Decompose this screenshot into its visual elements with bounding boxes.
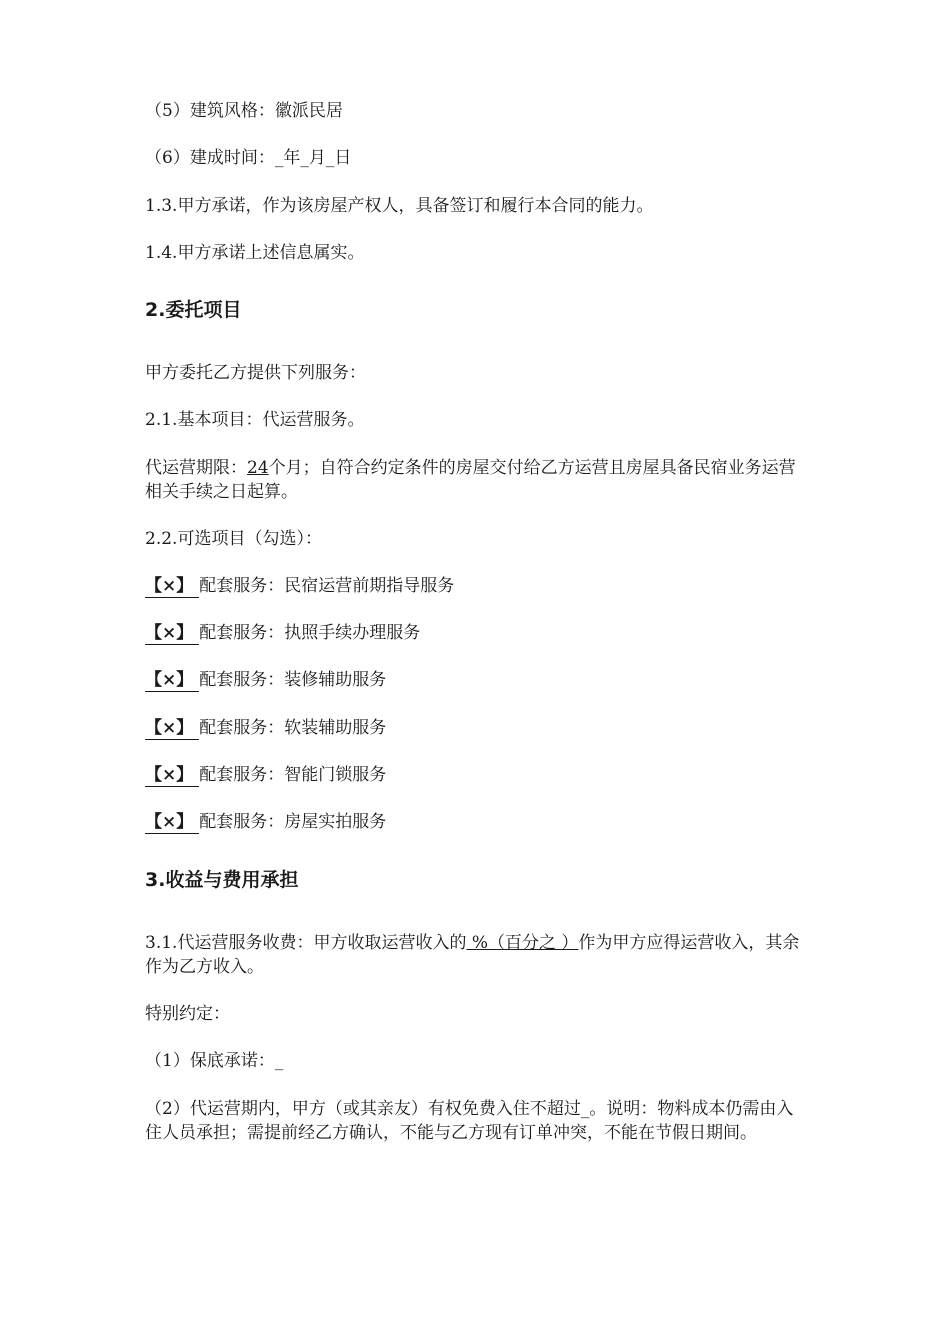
- option-label: 配套服务：装修辅助服务: [199, 670, 387, 690]
- build-date-label: （6）建成时间：: [145, 148, 275, 168]
- option-item: [145, 574, 810, 598]
- service-term-paragraph: [145, 456, 810, 504]
- option-label: 配套服务：软装辅助服务: [199, 718, 387, 738]
- section-2-intro: 甲方委托乙方提供下列服务：: [145, 363, 366, 383]
- free-stay-item: [145, 1097, 810, 1145]
- option-item: [145, 668, 810, 692]
- option-item: [145, 763, 810, 787]
- guarantee-item: （1）保底承诺：_: [145, 1051, 284, 1071]
- option-checkbox[interactable]: 【×】: [145, 764, 199, 787]
- clause-2-1: 2.1.基本项目：代运营服务。: [145, 410, 365, 430]
- service-term-value: 24: [247, 458, 269, 478]
- clause-2-2: 2.2.可选项目（勾选）：: [145, 529, 322, 549]
- free-stay-note: 。说明：物料成本仍需由入住人员承担；需提前经乙方确认，不能与乙方现有订单冲突，不能在节假日期间。: [145, 1099, 794, 1143]
- option-label: 配套服务：执照手续办理服务: [199, 623, 421, 643]
- option-item: [145, 621, 810, 645]
- clause-3-1: [145, 931, 810, 979]
- clause-3-1-text: 作为甲方应得运营收入，其余作为乙方收入。: [145, 933, 800, 977]
- option-label: 配套服务：智能门锁服务: [199, 765, 387, 785]
- option-checkbox[interactable]: 【×】: [145, 811, 199, 834]
- building-style-item: （5）建筑风格：徽派民居: [145, 101, 343, 121]
- build-date-day: _日: [325, 148, 352, 168]
- service-term-label: 代运营期限：: [145, 458, 247, 478]
- option-item: [145, 810, 810, 834]
- option-label: 配套服务：房屋实拍服务: [199, 812, 387, 832]
- clause-1-3: 1.3.甲方承诺，作为该房屋产权人，具备签订和履行本合同的能力。: [145, 196, 654, 216]
- special-terms-label: 特别约定：: [145, 1004, 230, 1024]
- option-label: 配套服务：民宿运营前期指导服务: [199, 576, 455, 596]
- clause-1-4: 1.4.甲方承诺上述信息属实。: [145, 243, 365, 263]
- option-item: [145, 716, 810, 740]
- option-checkbox[interactable]: 【×】: [145, 669, 199, 692]
- option-checkbox[interactable]: 【×】: [145, 575, 199, 598]
- build-date-year: _年: [274, 148, 301, 168]
- clause-3-1-label: 3.1.代运营服务收费：甲方收取运营收入的: [145, 933, 467, 953]
- option-checkbox[interactable]: 【×】: [145, 622, 199, 645]
- option-checkbox[interactable]: 【×】: [145, 717, 199, 740]
- free-stay-text: （2）代运营期内，甲方（或其亲友）有权免费入住不超过: [145, 1099, 581, 1119]
- service-term-description: 个月；自符合约定条件的房屋交付给乙方运营且房屋具备民宿业务运营相关手续之日起算。: [145, 458, 796, 502]
- section-2-heading: 2.委托项目: [145, 299, 242, 321]
- free-stay-blank[interactable]: _: [580, 1099, 590, 1119]
- build-date-item: [145, 146, 810, 170]
- build-date-month: _月: [300, 148, 326, 168]
- section-3-heading: 3.收益与费用承担: [145, 869, 299, 891]
- percentage-blank[interactable]: %（百分之 ）: [466, 933, 579, 953]
